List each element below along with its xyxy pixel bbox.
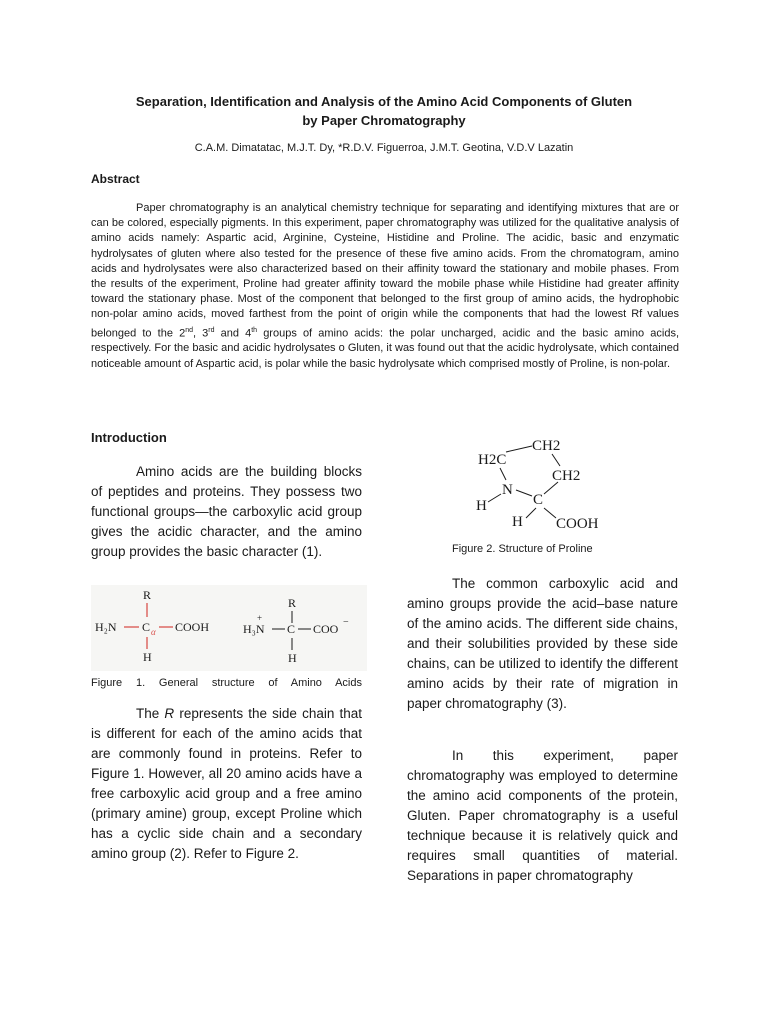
intro-p1-text: Amino acids are the building blocks of peptides and proteins. They possess two functional groups—the carboxylic acid group gives the acidic character, and the amino group provides the basic character (1). (91, 464, 362, 559)
figure-1-caption: Figure 1. General structure of Amino Acids (91, 677, 362, 689)
author-list: C.A.M. Dimatatac, M.J.T. Dy, *R.D.V. Figuerroa, J.M.T. Geotina, V.D.V Lazatin (194, 142, 574, 154)
fig1-right-r: R (288, 596, 297, 610)
figure-1-image (91, 585, 367, 671)
fig2-n: N (502, 482, 513, 498)
title-line-2: by Paper Chromatography (302, 113, 466, 128)
fig1-plus: + (257, 613, 263, 623)
abstract-text (91, 201, 679, 372)
fig1-minus: − (343, 617, 349, 628)
paper-title (60, 92, 708, 130)
intro-p2-r: R (164, 706, 175, 721)
intro-paragraph-3 (407, 574, 678, 714)
fig2-h-bottom: H (512, 514, 523, 530)
intro-paragraph-1 (91, 462, 362, 562)
amino-acid-structures (91, 585, 367, 671)
sup-nd: nd (185, 326, 193, 334)
intro-p2-start: The (136, 706, 165, 721)
intro-p2-rest: represents the side chain that is different for each of the amino acids that are commonly found in proteins. Refer to Figure 1. However, all 20 amino acids have a free carboxylic acid group and a free amino (primary amine) group, except Proline which has a cyclic side chain and a secondary amino group (2). Refer to Figure 2. (91, 706, 363, 861)
abstract-part-c: and 4 (214, 327, 252, 340)
fig2-cooh: COOH (556, 516, 599, 532)
fig1-right-h3n: H₃N (243, 622, 265, 636)
fig1-left-r: R (143, 588, 152, 602)
intro-p4-text: In this experiment, paper chromatography was employed to determine the amino acid components of the protein, Gluten. Paper chromatography is a useful technique because it is relatively quick and requires small quantities of material. Separations in paper chromatography (407, 748, 678, 883)
introduction-heading: Introduction (91, 430, 167, 445)
figure-2-image (470, 432, 620, 537)
fig1-left-h: H (143, 650, 152, 664)
fig1-left-c: C (142, 620, 151, 634)
abstract-heading: Abstract (91, 172, 140, 186)
sup-th: th (251, 326, 258, 334)
abstract-part-b: , 3 (193, 327, 209, 340)
title-line-1: Separation, Identification and Analysis of the Amino Acid Components of Gluten (135, 94, 633, 109)
intro-paragraph-2 (91, 704, 362, 864)
figure-2-caption: Figure 2. Structure of Proline (452, 543, 593, 555)
fig2-h-left: H (476, 498, 487, 514)
fig1-right-c: C (287, 622, 296, 636)
fig1-left-cooh: COOH (175, 620, 210, 634)
fig2-ch2-right: CH2 (552, 468, 581, 484)
abstract-part-d: groups of amino acids: the polar uncharged, acidic and the basic amino acids, respectively. For the basic and acidic hydrolysates o Gluten, it was found out that the acidic hydrolysate, which contained noticeable amount of Aspartic acid, is polar while the basic hydrolysate which comprised mostly of Proline, is non-polar. (91, 327, 679, 370)
intro-p3-text: The common carboxylic acid and amino groups provide the acid–base nature of the amino acids. The different side chains, and their solubilities provided by these side chains, can be utilized to identify the different amino acids by their rate of migration in paper chromatography (3). (407, 576, 678, 711)
sup-rd: rd (208, 326, 215, 334)
fig2-ch2-top: CH2 (532, 438, 561, 454)
fig2-c: C (533, 492, 544, 508)
intro-paragraph-4 (407, 746, 678, 886)
fig1-left-h2n: H₂N (95, 620, 117, 634)
proline-structure (470, 432, 620, 537)
fig1-right-h: H (288, 651, 297, 665)
fig1-alpha: α (151, 627, 156, 637)
abstract-part-a: Paper chromatography is an analytical chemistry technique for separating and identifying mixtures that are or can be colored, especially pigments. In this experiment, paper chromatography was utilized for the qualitative analysis of amino acids namely: Aspartic acid, Arginine, Cysteine, Histidine and Proline. The acidic, basic and enzymatic hydrolysates of gluten where also tested for the presence of these five amino acids. From the chromatogram, amino acids and hydrolysates were also characterized based on their affinity toward the stationary and mobile phases. From the results of the experiment, Proline had greater affinity toward the mobile phase while Histidine had greater affinity toward the stationary phase. Most of the component that belonged to the first group of amino acids, the hydrophobic non-polar amino acids, moved farthest from the point of origin while the components that had the lowest Rf values belonged to the 2 (91, 202, 679, 340)
fig2-h2c: H2C (478, 452, 507, 468)
fig1-right-coo: COO (313, 622, 339, 636)
